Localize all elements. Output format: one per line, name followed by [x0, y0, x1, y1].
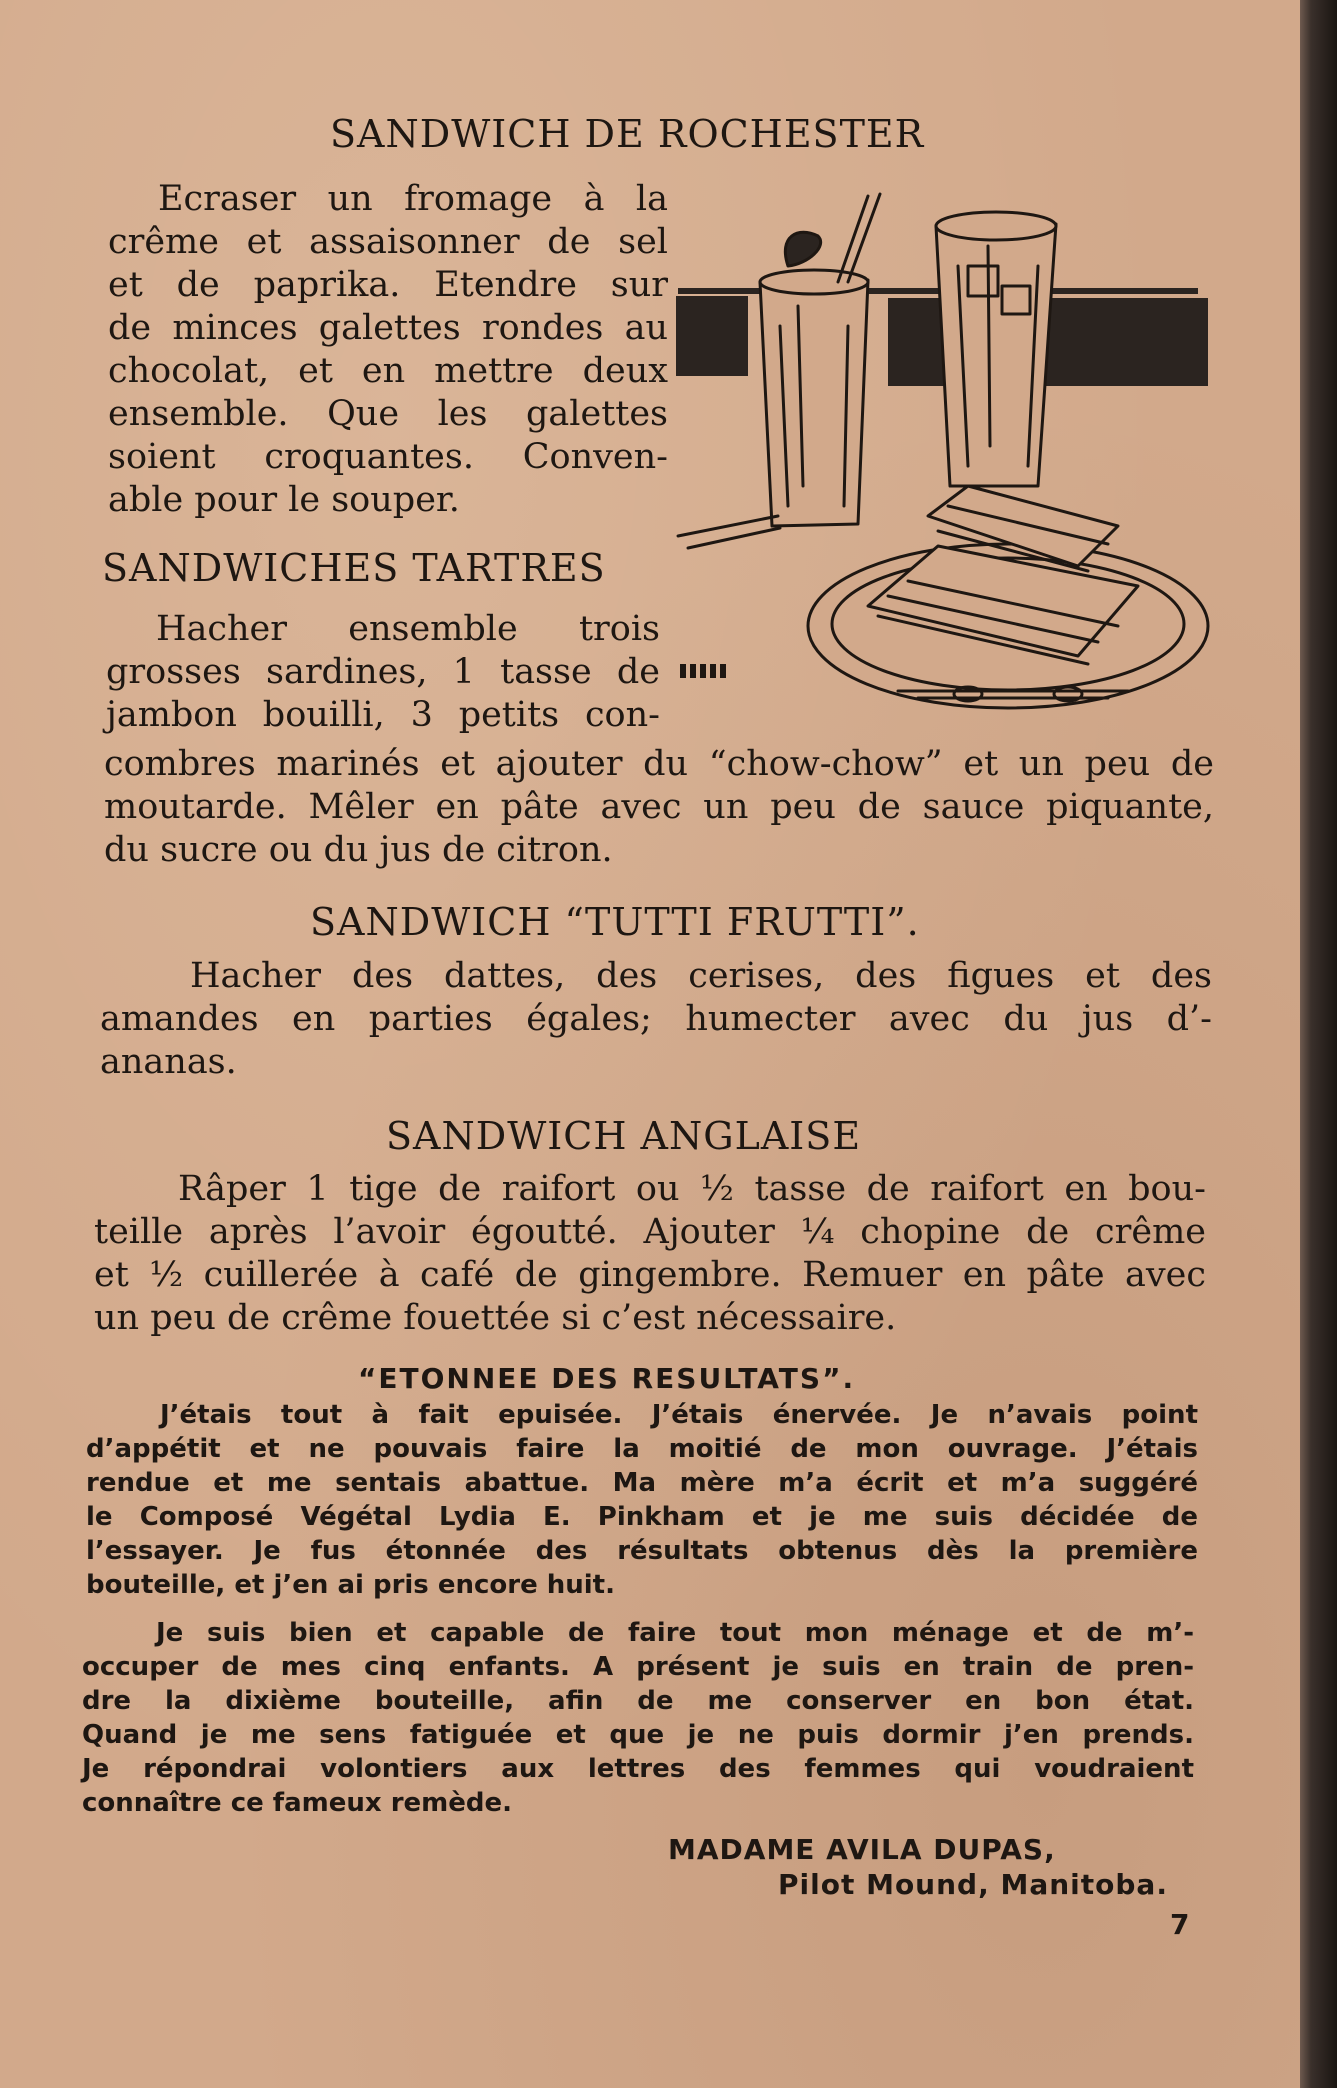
text-line: rendue et me sentais abattue. Ma mère m’a écrit et m’a suggéré: [86, 1468, 1198, 1498]
heading-testimonial: “ETONNEE DES RESULTATS”.: [358, 1362, 856, 1395]
text-line: teille après l’avoir égoutté. Ajouter ¼ chopine de crême: [94, 1212, 1206, 1252]
text-line: chocolat, et en mettre deux: [108, 351, 668, 391]
text-line: de minces galettes rondes au: [108, 308, 668, 348]
text-line: l’essayer. Je fus étonnée des résultats obtenus dès la première: [86, 1536, 1198, 1566]
text-line: Ecraser un fromage à la: [158, 179, 668, 219]
text-line: occuper de mes cinq enfants. A présent je suis en train de pren-: [82, 1652, 1194, 1682]
sandwich-and-drinks-illustration: [668, 186, 1216, 736]
paragraph-anglaise: [94, 1168, 1206, 1340]
text-line: Je suis bien et capable de faire tout mon ménage et de m’-: [156, 1618, 1194, 1648]
text-line: J’étais tout à fait epuisée. J’étais énervée. Je n’avais point: [160, 1400, 1198, 1430]
book-binding-edge: [1300, 0, 1337, 2088]
text-line: dre la dixième bouteille, afin de me conserver en bon état.: [82, 1686, 1194, 1716]
signature-name: MADAME AVILA DUPAS,: [668, 1833, 1056, 1866]
signature-place: Pilot Mound, Manitoba.: [778, 1868, 1168, 1901]
text-line: Hacher ensemble trois: [156, 609, 660, 649]
text-line: able pour le souper.: [108, 480, 460, 520]
text-line: Quand je me sens fatiguée et que je ne puis dormir j’en prends.: [82, 1720, 1194, 1750]
text-line: et ½ cuillerée à café de gingembre. Remuer en pâte avec: [94, 1255, 1206, 1295]
heading-rochester: SANDWICH DE ROCHESTER: [330, 112, 925, 156]
text-line: moutarde. Mêler en pâte avec un peu de sauce piquante,: [104, 787, 1214, 827]
text-line: le Composé Végétal Lydia E. Pinkham et je me suis décidée de: [86, 1502, 1198, 1532]
paragraph-tartres-bottom: [104, 743, 1214, 872]
testimonial-paragraph-1: [86, 1398, 1198, 1602]
text-line: bouteille, et j’en ai pris encore huit.: [86, 1570, 615, 1600]
page-number: 7: [1170, 1908, 1191, 1941]
text-line: Râper 1 tige de raifort ou ½ tasse de raifort en bou-: [178, 1169, 1206, 1209]
paragraph-rochester: [108, 178, 668, 522]
text-line: amandes en parties égales; humecter avec du jus d’-: [100, 999, 1212, 1039]
heading-tutti-frutti: SANDWICH “TUTTI FRUTTI”.: [310, 900, 920, 944]
text-line: connaître ce fameux remède.: [82, 1788, 513, 1818]
text-line: Je répondrai volontiers aux lettres des femmes qui voudraient: [82, 1754, 1194, 1784]
paragraph-tartres-top: [106, 608, 660, 737]
heading-anglaise: SANDWICH ANGLAISE: [386, 1114, 862, 1158]
text-line: un peu de crême fouettée si c’est nécessaire.: [94, 1298, 897, 1338]
text-line: combres marinés et ajouter du “chow-chow” et un peu de: [104, 744, 1214, 784]
text-line: d’appétit et ne pouvais faire la moitié de mon ouvrage. J’étais: [86, 1434, 1198, 1464]
text-line: et de paprika. Etendre sur: [108, 265, 668, 305]
testimonial-paragraph-2: [82, 1616, 1194, 1820]
text-line: du sucre ou du jus de citron.: [104, 830, 613, 870]
heading-tartres: SANDWICHES TARTRES: [102, 546, 606, 590]
text-line: jambon bouilli, 3 petits con-: [106, 695, 660, 735]
paragraph-tutti-frutti: [100, 955, 1212, 1084]
text-line: ananas.: [100, 1042, 237, 1082]
text-line: soient croquantes. Conven-: [108, 437, 668, 477]
text-line: ensemble. Que les galettes: [108, 394, 668, 434]
text-line: grosses sardines, 1 tasse de: [106, 652, 660, 692]
text-line: Hacher des dattes, des cerises, des figues et des: [190, 956, 1212, 996]
text-line: crême et assaisonner de sel: [108, 222, 668, 262]
